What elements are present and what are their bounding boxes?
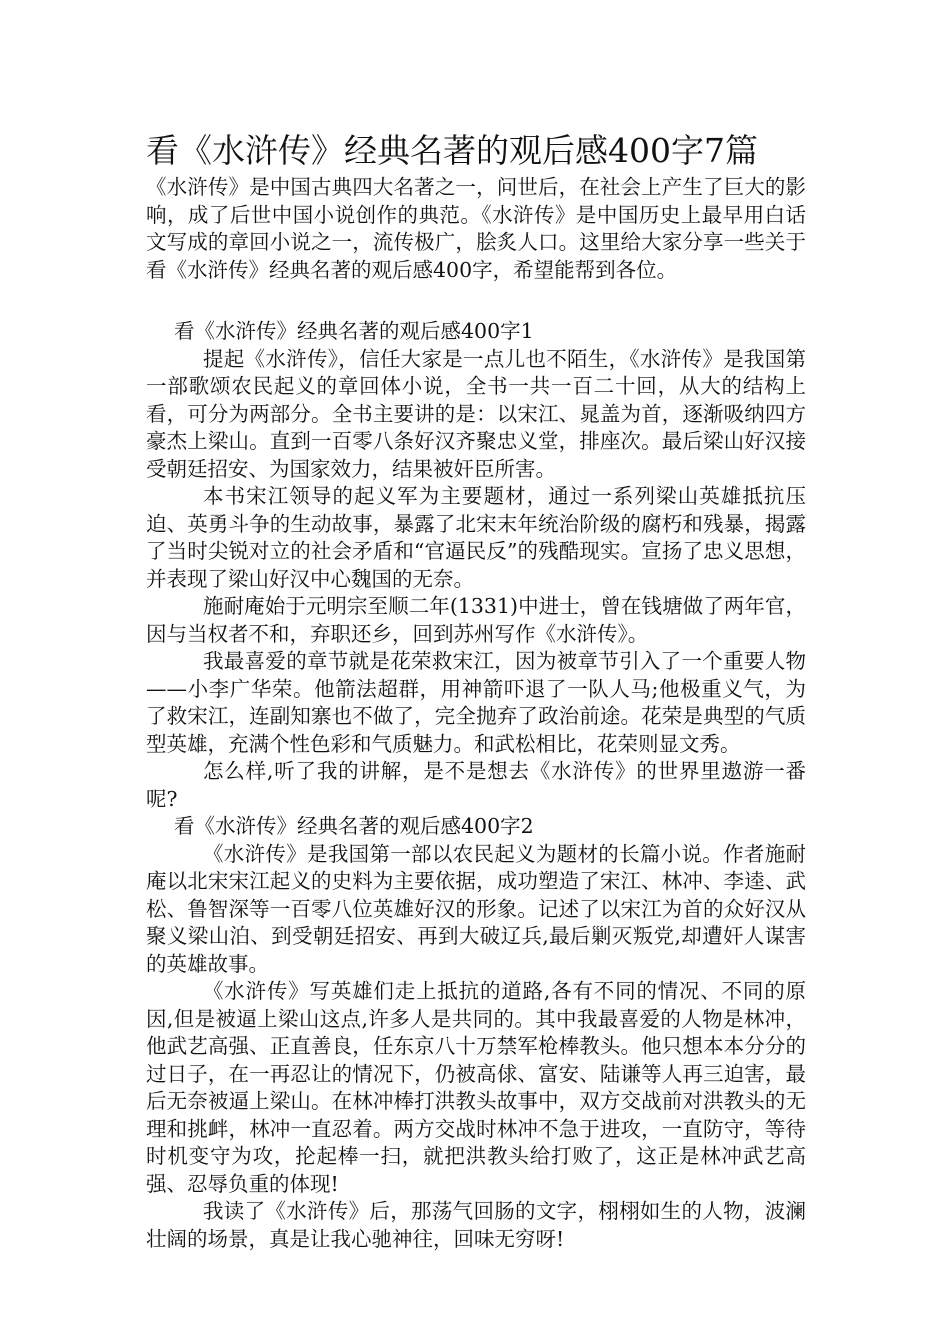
section-1-paragraph-4: 我最喜爱的章节就是花荣救宋江，因为被章节引入了一个重要人物——小李广华荣。他箭法超群，用神箭吓退了一队人马;他极重义气，为了救宋江，连副知寨也不做了，完全抛弃了政治前途。花荣是典型的气质型英雄，充满个性色彩和气质魅力。和武松相比，花荣则显文秀。 — [146, 649, 806, 756]
document-title: 看《水浒传》经典名著的观后感400字7篇 — [146, 131, 758, 170]
intro-paragraph: 《水浒传》是中国古典四大名著之一，问世后，在社会上产生了巨大的影响，成了后世中国小说创作的典范。《水浒传》是中国历史上最早用白话文写成的章回小说之一，流传极广，脍炙人口。这里给大家分享一些关于看《水浒传》经典名著的观后感400字，希望能帮到各位。 — [146, 175, 806, 282]
section-1-paragraph-2: 本书宋江领导的起义军为主要题材，通过一系列梁山英雄抵抗压迫、英勇斗争的生动故事，暴露了北宋末年统治阶级的腐朽和残暴，揭露了当时尖锐对立的社会矛盾和“官逼民反”的残酷现实。宣扬了忠义思想，并表现了梁山好汉中心魏国的无奈。 — [146, 484, 806, 591]
section-1-heading: 看《水浒传》经典名著的观后感400字1 — [174, 319, 534, 343]
blank-line — [146, 284, 806, 318]
section-2-paragraph-1: 《水浒传》是我国第一部以农民起义为题材的长篇小说。作者施耐庵以北宋宋江起义的史料为主要依据，成功塑造了宋江、林冲、李逵、武松、鲁智深等一百零八位英雄好汉的形象。记述了以宋江为首的众好汉从聚义梁山泊、到受朝廷招安、再到大破辽兵,最后剿灭叛党,却遭奸人谋害的英雄故事。 — [146, 841, 806, 976]
section-1-paragraph-5: 怎么样,听了我的讲解，是不是想去《水浒传》的世界里遨游一番呢? — [146, 759, 806, 811]
section-1-paragraph-1: 提起《水浒传》，信任大家是一点儿也不陌生，《水浒传》是我国第一部歌颂农民起义的章回体小说，全书一共一百二十回，从大的结构上看，可分为两部分。全书主要讲的是：以宋江、晁盖为首，逐渐吸纳四方豪杰上梁山。直到一百零八条好汉齐聚忠义堂，排座次。最后梁山好汉接受朝廷招安、为国家效力，结果被奸臣所害。 — [146, 346, 806, 481]
document-page — [146, 128, 806, 1253]
section-2-heading: 看《水浒传》经典名著的观后感400字2 — [174, 814, 534, 838]
section-1-paragraph-3: 施耐庵始于元明宗至顺二年(1331)中进士，曾在钱塘做了两年官，因与当权者不和，弃职还乡，回到苏州写作《水浒传》。 — [146, 594, 806, 646]
section-2-paragraph-3: 我读了《水浒传》后，那荡气回肠的文字，栩栩如生的人物，波澜壮阔的场景，真是让我心驰神往，回味无穷呀! — [146, 1199, 806, 1251]
section-2-paragraph-2: 《水浒传》写英雄们走上抵抗的道路,各有不同的情况、不同的原因,但是被逼上梁山这点,许多人是共同的。其中我最喜爱的人物是林冲，他武艺高强、正直善良，任东京八十万禁军枪棒教头。他只想本本分分的过日子，在一再忍让的情况下，仍被高俅、富安、陆谦等人再三迫害，最后无奈被逼上梁山。在林冲棒打洪教头故事中，双方交战前对洪教头的无理和挑衅，林冲一直忍着。两方交战时林冲不急于进攻，一直防守，等待时机变守为攻，抡起棒一扫，就把洪教头给打败了，这正是林冲武艺高强、忍辱负重的体现! — [146, 979, 806, 1196]
